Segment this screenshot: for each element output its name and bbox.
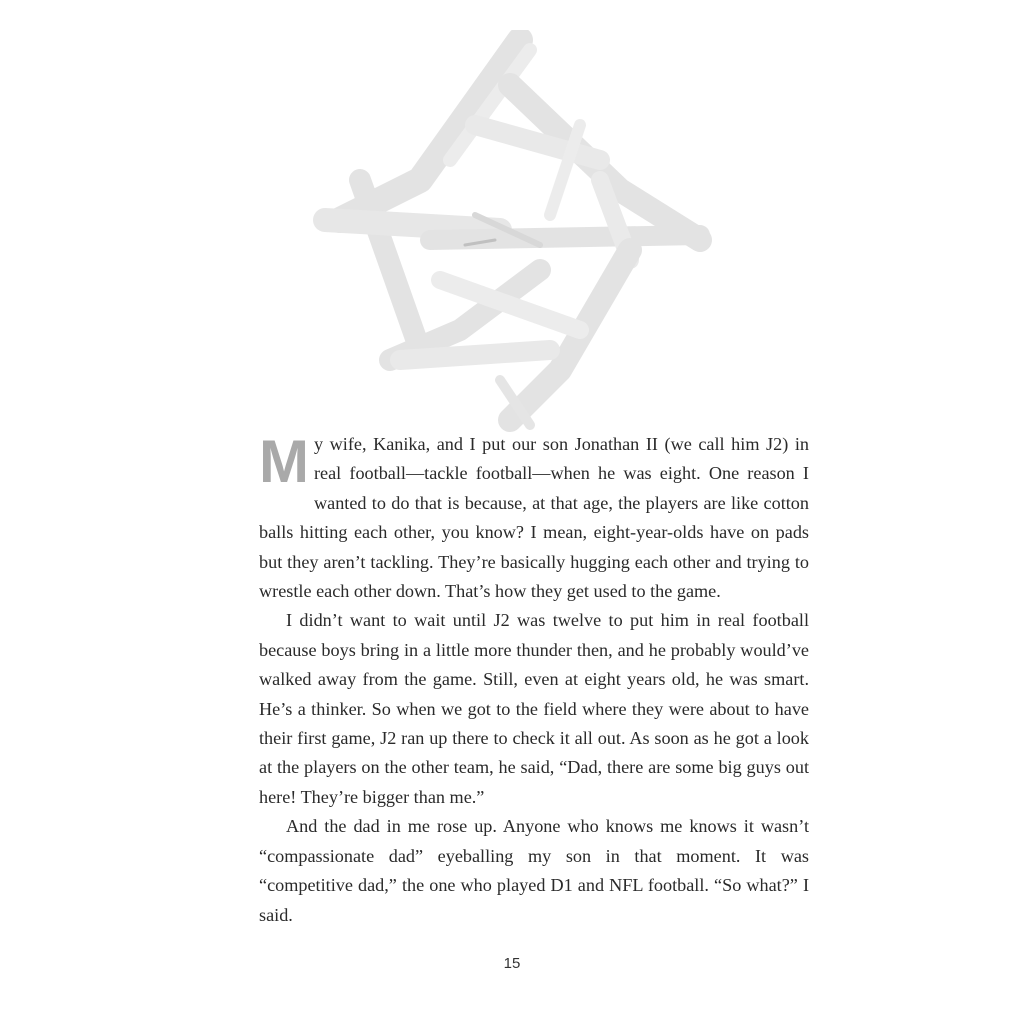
paragraph-1 [259, 430, 809, 606]
page-number: 15 [503, 955, 521, 972]
body-text [259, 430, 809, 930]
paragraph-1-text: y wife, Kanika, and I put our son Jonathan II (we call him J2) in real football—tackle football—when he was eight. One reason I wanted to do that is because, at that age, the players are like cotton balls hitting each other, you know? I mean, eight-year-olds have on pads but they aren’t tackling. They’re basically hugging each other and trying to wrestle each other down. That’s how they get used to the game. [259, 434, 809, 602]
brush-stroke-ornament-icon [300, 30, 720, 440]
paragraph-3: And the dad in me rose up. Anyone who knows me knows it wasn’t “compassionate dad” eyeballing my son in that moment. It was “competitive dad,” the one who played D1 and NFL football. “So what?” I said. [259, 816, 809, 925]
drop-cap: M [259, 428, 308, 495]
paragraph-2: I didn’t want to wait until J2 was twelve to put him in real football because boys bring in a little more thunder then, and he probably would’ve walked away from the game. Still, even at eight years old, he was smart. He’s a thinker. So when we got to the field where they were about to have their first game, J2 ran up there to check it all out. As soon as he got a look at the players on the other team, he said, “Dad, there are some big guys out here! They’re bigger than me.” [259, 610, 809, 807]
